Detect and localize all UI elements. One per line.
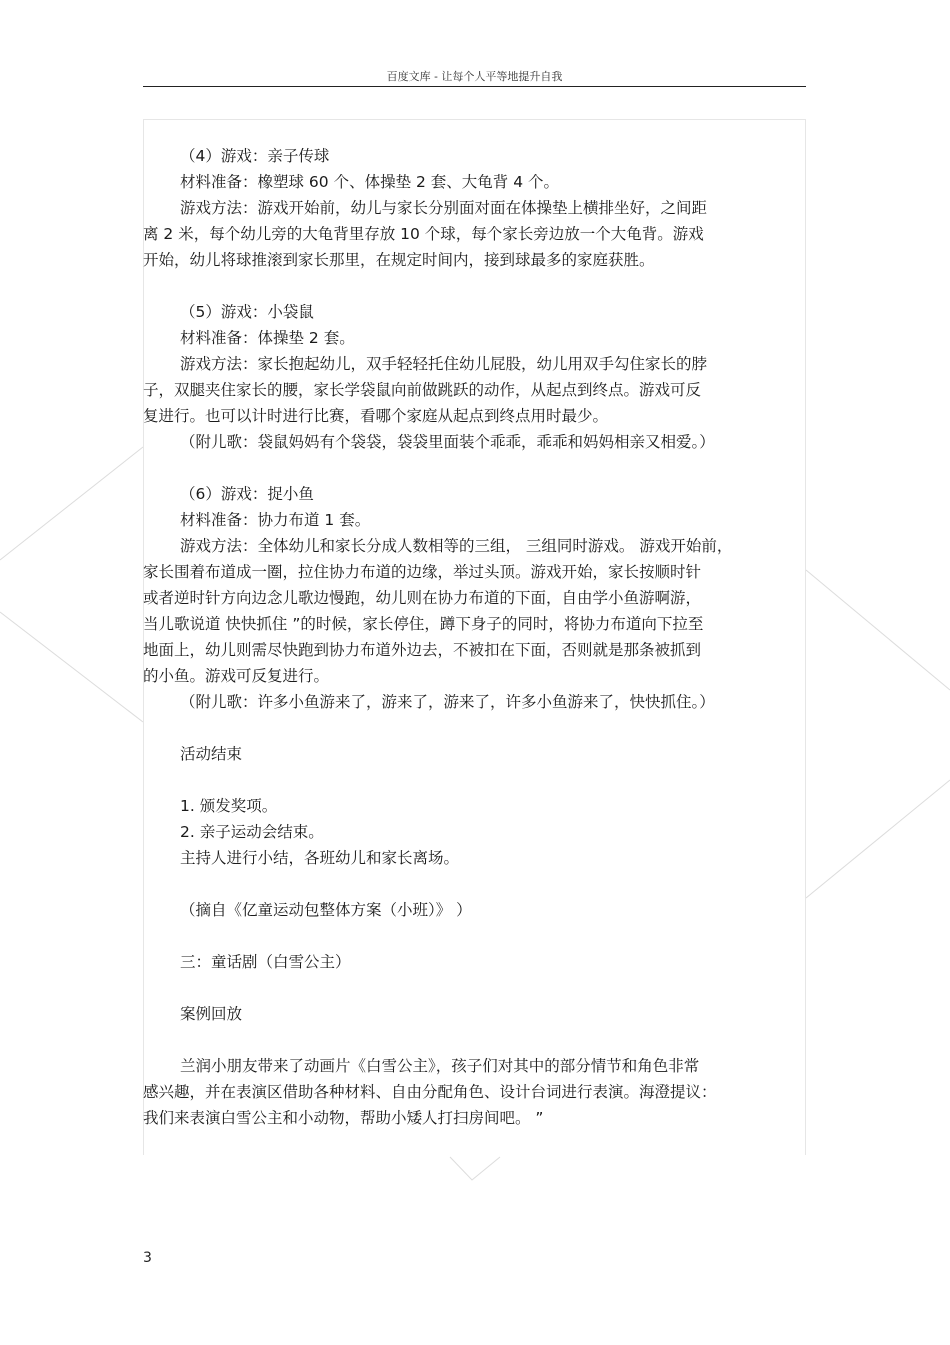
ending-title: 活动结束 xyxy=(180,745,243,763)
page-number: 3 xyxy=(143,1250,152,1266)
game4-method-line: 离 2 米，每个幼儿旁的大龟背里存放 10 个球，每个家长旁边放一个大龟背。游戏 xyxy=(143,225,704,243)
case-text-line: 我们来表演白雪公主和小动物，帮助小矮人打扫房间吧。 ” xyxy=(143,1109,544,1127)
game6-song: （附儿歌：许多小鱼游来了，游来了，游来了，许多小鱼游来了，快快抓住。） xyxy=(180,693,715,711)
game4-materials: 材料准备：橡塑球 60 个、体操垫 2 套、大龟背 4 个。 xyxy=(180,173,560,191)
game6-method-line: 当儿歌说道 快快抓住 ”的时候，家长停住，蹲下身子的同时，将协力布道向下拉至 xyxy=(143,615,704,633)
game5-method-line: 复进行。也可以计时进行比赛，看哪个家庭从起点到终点用时最少。 xyxy=(143,407,609,425)
game5-song: （附儿歌：袋鼠妈妈有个袋袋，袋袋里面装个乖乖，乖乖和妈妈相亲又相爱。） xyxy=(180,433,715,451)
game5-method-line: 游戏方法：家长抱起幼儿，双手轻轻托住幼儿屁股，幼儿用双手勾住家长的脖 xyxy=(180,355,708,373)
case-title: 案例回放 xyxy=(180,1005,243,1023)
header-divider xyxy=(143,86,806,87)
document-body xyxy=(143,143,803,1131)
ending-item: 2. 亲子运动会结束。 xyxy=(180,823,324,841)
game6-method-line: 游戏方法：全体幼儿和家长分成人数相等的三组， 三组同时游戏。 游戏开始前， xyxy=(180,537,733,555)
case-text-line: 兰润小朋友带来了动画片《白雪公主》，孩子们对其中的部分情节和角色非常 xyxy=(180,1057,700,1075)
game5-title: （5）游戏：小袋鼠 xyxy=(180,303,314,321)
game5-materials: 材料准备：体操垫 2 套。 xyxy=(180,329,355,347)
game4-title: （4）游戏：亲子传球 xyxy=(180,147,330,165)
game6-materials: 材料准备：协力布道 1 套。 xyxy=(180,511,371,529)
game5-method-line: 子，双腿夹住家长的腰，家长学袋鼠向前做跳跃的动作，从起点到终点。游戏可反 xyxy=(143,381,702,399)
ending-source: （摘自《亿童运动包整体方案（小班）》 ） xyxy=(180,901,472,919)
game4-method-line: 游戏方法：游戏开始前，幼儿与家长分别面对面在体操垫上横排坐好，之间距 xyxy=(180,199,708,217)
game6-method-line: 或者逆时针方向边念儿歌边慢跑，幼儿则在协力布道的下面，自由学小鱼游啊游， xyxy=(143,589,702,607)
game4-method-line: 开始，幼儿将球推滚到家长那里，在规定时间内，接到球最多的家庭获胜。 xyxy=(143,251,655,269)
page-header: 百度文库 - 让每个人平等地提升自我 xyxy=(386,70,563,83)
ending-item: 1. 颁发奖项。 xyxy=(180,797,278,815)
game6-method-line: 家长围着布道成一圈，拉住协力布道的边缘，举过头顶。游戏开始，家长按顺时针 xyxy=(143,563,702,581)
ending-summary: 主持人进行小结，各班幼儿和家长离场。 xyxy=(180,849,460,867)
case-text-line: 感兴趣，并在表演区借助各种材料、自由分配角色、设计台词进行表演。海澄提议： xyxy=(143,1083,717,1101)
game6-method-line: 的小鱼。游戏可反复进行。 xyxy=(143,667,330,685)
game6-method-line: 地面上，幼儿则需尽快跑到协力布道外边去，不被扣在下面，否则就是那条被抓到 xyxy=(143,641,702,659)
game6-title: （6）游戏：捉小鱼 xyxy=(180,485,314,503)
part3-title: 三：童话剧（白雪公主） xyxy=(180,953,351,971)
